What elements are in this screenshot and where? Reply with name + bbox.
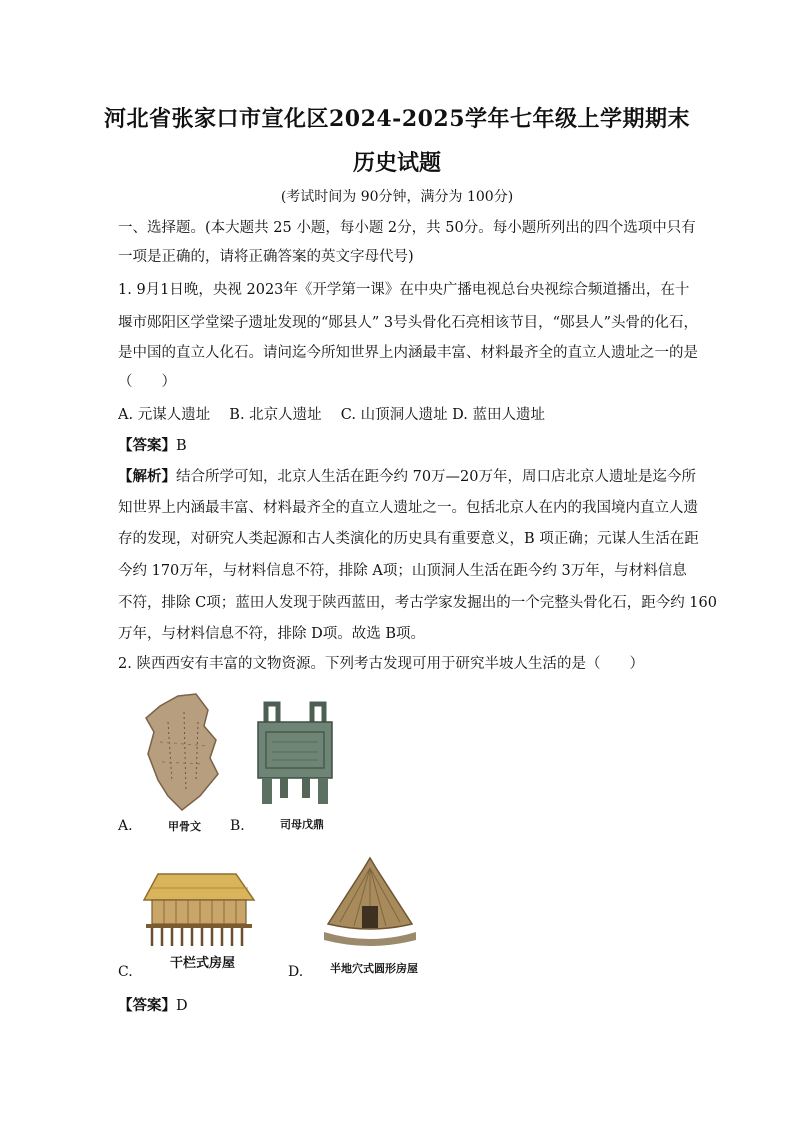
oracle-bone-image (138, 692, 228, 812)
q2-answer (118, 996, 188, 1016)
stilt-house-image (140, 868, 258, 950)
analysis-tag: 【解析】 (118, 468, 176, 485)
q1-stem-line1: 1. 9月1日晚，央视 2023年《开学第一课》在中央广播电视总台央视综合频道播出，在十 (118, 282, 690, 298)
section-heading-line2: 一项是正确的，请将正确答案的英文字母代号) (118, 249, 414, 265)
q1-blank: （ ） (118, 374, 176, 390)
answer-tag: 【答案】 (118, 437, 176, 454)
exam-info: (考试时间为 90分钟，满分为 100分) (280, 189, 514, 205)
q2-caption-c: 干栏式房屋 (170, 956, 236, 971)
q1-options: A. 元谋人遗址 B. 北京人遗址 C. 山顶洞人遗址 D. 蓝田人遗址 (118, 407, 546, 423)
round-house-image (320, 854, 420, 954)
section-heading-line1: 一、选择题。(本大题共 25 小题，每小题 2分，共 50分。每小题所列出的四个选项中只有 (118, 220, 696, 236)
q1-analysis-line4: 今约 170万年，与材料信息不符，排除 A项；山顶洞人生活在距今约 3万年，与材料信息 (118, 563, 687, 579)
q2-caption-a: 甲骨文 (168, 820, 201, 833)
q1-answer (118, 436, 187, 456)
answer-value: B (176, 438, 187, 454)
analysis-text: 结合所学可知，北京人生活在距今约 70万—20万年，周口店北京人遗址是迄今所 (176, 469, 697, 485)
page-title: 河北省张家口市宣化区2024-2025学年七年级上学期期末 (103, 106, 691, 132)
bronze-ding-image (252, 700, 338, 808)
q1-analysis-line2: 知世界上内涵最丰富、材料最齐全的直立人遗址之一。包括北京人在内的我国境内直立人遗 (118, 500, 698, 516)
answer-tag: 【答案】 (118, 997, 176, 1014)
q2-caption-b: 司母戊鼎 (280, 818, 324, 831)
page-subject-title: 历史试题 (352, 150, 441, 176)
q2-option-d-label: D. (288, 964, 304, 980)
q2-option-c-label: C. (118, 964, 133, 980)
q2-stem: 2. 陕西西安有丰富的文物资源。下列考古发现可用于研究半坡人生活的是（ ） (118, 656, 644, 672)
q1-analysis-line6: 万年，与材料信息不符，排除 D项。故选 B项。 (118, 626, 425, 642)
q1-analysis-line3: 存的发现，对研究人类起源和古人类演化的历史具有重要意义，B 项正确；元谋人生活在距 (118, 531, 699, 547)
q1-analysis-line1 (118, 467, 696, 487)
q2-option-a-label: A. (118, 818, 133, 834)
q2-caption-d: 半地穴式圆形房屋 (330, 962, 418, 975)
q1-analysis-line5: 不符，排除 C项；蓝田人发现于陕西蓝田，考古学家发掘出的一个完整头骨化石，距今约 160 (118, 595, 717, 611)
answer-value: D (176, 998, 188, 1014)
q1-stem-line3: 是中国的直立人化石。请问迄今所知世界上内涵最丰富、材料最齐全的直立人遗址之一的是 (118, 345, 698, 361)
q2-option-b-label: B. (230, 818, 245, 834)
q1-stem-line2: 堰市郧阳区学堂梁子遗址发现的“郧县人” 3号头骨化石亮相该节目，“郧县人”头骨的化石， (118, 315, 698, 331)
